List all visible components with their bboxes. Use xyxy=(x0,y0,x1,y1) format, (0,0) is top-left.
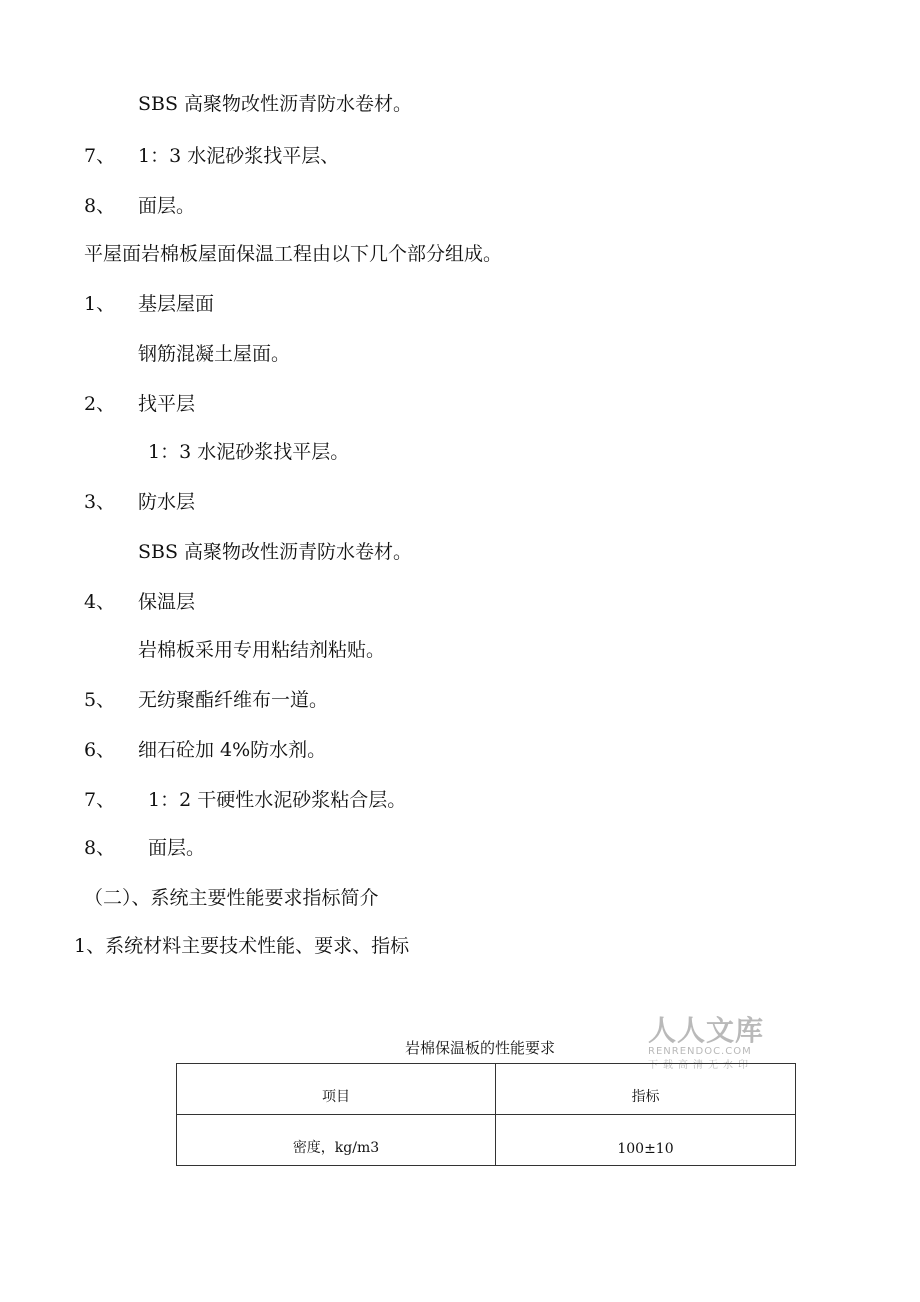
section-intro: 平屋面岩棉板屋面保温工程由以下几个部分组成。 xyxy=(84,243,503,265)
item-number: 2、 xyxy=(84,393,116,415)
item-title: 防水层 xyxy=(138,491,196,513)
item-title: 保温层 xyxy=(138,591,196,613)
header-cell-item: 项目 xyxy=(177,1064,496,1115)
table-row xyxy=(177,1115,796,1166)
text-line: SBS 高聚物改性沥青防水卷材。 xyxy=(138,541,413,563)
text-line: 细石砼加 4%防水剂。 xyxy=(138,739,327,761)
item-number: 7、 xyxy=(84,789,116,811)
text-line: 面层。 xyxy=(148,837,206,859)
text-line: 面层。 xyxy=(138,195,196,217)
item-number: 7、 xyxy=(84,145,116,167)
item-title: 找平层 xyxy=(138,393,196,415)
text-line: 岩棉板采用专用粘结剂粘贴。 xyxy=(138,639,386,661)
text-line: 1：3 水泥砂浆找平层、 xyxy=(138,145,340,167)
text-line: 无纺聚酯纤维布一道。 xyxy=(138,689,329,711)
subsection-heading: 1、系统材料主要技术性能、要求、指标 xyxy=(74,935,410,957)
item-number: 6、 xyxy=(84,739,116,761)
watermark-domain-text: RENRENDOC.COM xyxy=(648,1046,752,1057)
table-caption: 岩棉保温板的性能要求 xyxy=(405,1039,556,1057)
header-cell-index: 指标 xyxy=(496,1064,796,1115)
text-line: 1：3 水泥砂浆找平层。 xyxy=(148,441,350,463)
table-cell: 100±10 xyxy=(496,1115,796,1166)
section-heading: （二）、系统主要性能要求指标简介 xyxy=(84,887,379,909)
item-number: 8、 xyxy=(84,837,116,859)
text-line: SBS 高聚物改性沥青防水卷材。 xyxy=(138,93,413,115)
item-number: 3、 xyxy=(84,491,116,513)
text-line: 1：2 干硬性水泥砂浆粘合层。 xyxy=(148,789,407,811)
table-header-row xyxy=(177,1064,796,1115)
item-number: 5、 xyxy=(84,689,116,711)
text-line: 钢筋混凝土屋面。 xyxy=(138,343,291,365)
watermark-main-text: 人人文库 xyxy=(648,1014,765,1047)
table-cell: 密度，kg/m3 xyxy=(177,1115,496,1166)
item-number: 1、 xyxy=(84,293,116,315)
item-number: 8、 xyxy=(84,195,116,217)
item-title: 基层屋面 xyxy=(138,293,215,315)
watermark-tagline: 下载高清无水印 xyxy=(648,1060,753,1071)
performance-table xyxy=(176,1063,796,1166)
item-number: 4、 xyxy=(84,591,116,613)
